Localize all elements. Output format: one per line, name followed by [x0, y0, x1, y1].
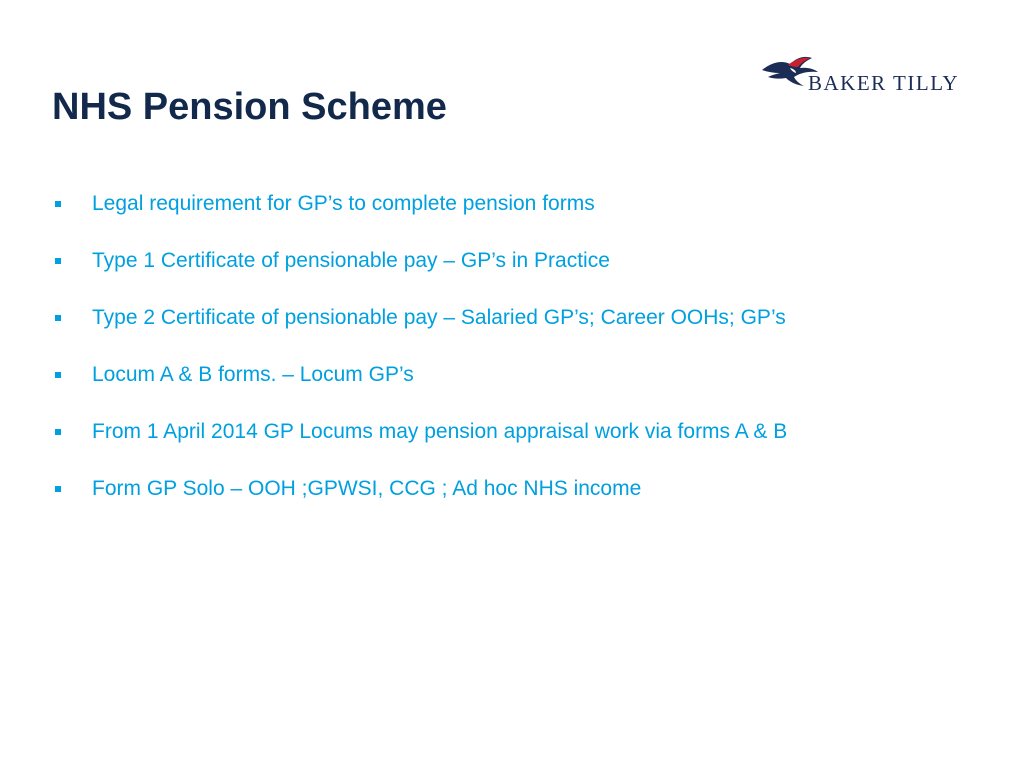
bullet-text: Form GP Solo – OOH ;GPWSI, CCG ; Ad hoc NHS income: [92, 477, 642, 500]
bullet-text: Type 1 Certificate of pensionable pay – GP’s in Practice: [92, 249, 610, 272]
bullet-marker-icon: [55, 258, 61, 264]
bullet-marker-icon: [55, 315, 61, 321]
baker-tilly-logo: [760, 48, 980, 100]
slide-title: NHS Pension Scheme: [52, 86, 447, 128]
bullet-text: Locum A & B forms. – Locum GP’s: [92, 363, 414, 386]
bullet-marker-icon: [55, 486, 61, 492]
bullet-text: Legal requirement for GP’s to complete pension forms: [92, 192, 595, 215]
bullet-marker-icon: [55, 429, 61, 435]
bullet-marker-icon: [55, 372, 61, 378]
bullet-text: From 1 April 2014 GP Locums may pension appraisal work via forms A & B: [92, 420, 788, 443]
bullet-marker-icon: [55, 201, 61, 207]
logo-text: BAKER TILLY: [808, 71, 960, 95]
bullet-text: Type 2 Certificate of pensionable pay – Salaried GP’s; Career OOHs; GP’s: [92, 306, 786, 329]
